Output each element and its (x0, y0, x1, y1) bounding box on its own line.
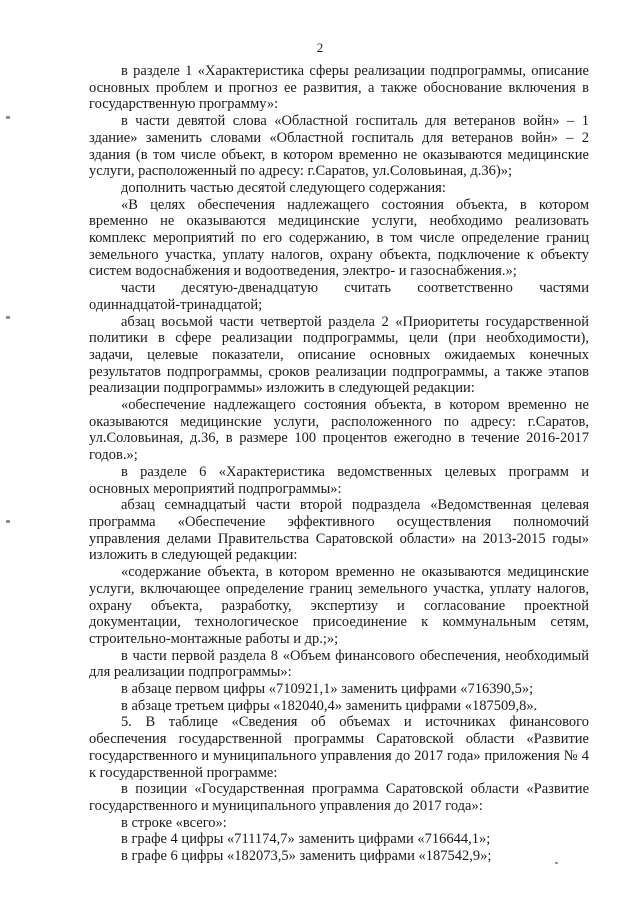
paragraph: в графе 6 цифры «182073,5» заменить цифрами «187542,9»; (121, 848, 492, 865)
page-number: 2 (316, 40, 324, 55)
document-body (89, 63, 589, 865)
paragraph: «содержание объекта, в котором временно не оказываются медицинские услуги, включающее определение границ земельного участка, уплату налогов, охрану объекта, разработку, экспертизу и согласование проектной документации, технологическое присоединение к коммунальным сетям, строительно-монтажные работы и др.;»; (89, 564, 589, 647)
paragraph: части десятую-двенадцатую считать соответственно частями одиннадцатой-тринадцатой; (89, 280, 589, 313)
scan-artifact (6, 520, 10, 523)
paragraph: в разделе 6 «Характеристика ведомственных целевых программ и основных мероприятий подпрограммы»: (89, 463, 589, 497)
scan-artifact (6, 316, 10, 319)
paragraph: в абзаце третьем цифры «182040,4» заменить цифрами «187509,8». (121, 697, 538, 714)
paragraph: абзац восьмой части четвертой раздела 2 «Приоритеты государственной политики в сфере реализации подпрограммы, цели (при необходимости), задачи, целевые показатели, описание основных ожидаемых конечных результатов подпрограммы, сроков реализации подпрограммы, а также этапов реализации подпрограммы» изложить в следующей редакции: (89, 313, 589, 397)
paragraph: в части девятой слова «Областной госпиталь для ветеранов войн» – 1 здание» заменить словами «Областной госпиталь для ветеранов войн» – 2 здания (в том числе объект, в котором временно не оказываются медицинские услуги, расположенный по адресу: г.Саратов, ул.Соловьиная, д.36)»; (89, 113, 589, 180)
paragraph: абзац семнадцатый части второй подраздела «Ведомственная целевая программа «Обеспечение эффективного осуществления полномочий управления делами Правительства Саратовской области» на 2013-2015 годы» изложить в следующей редакции: (89, 497, 589, 564)
paragraph: дополнить частью десятой следующего содержания: (121, 179, 446, 196)
paragraph: в разделе 1 «Характеристика сферы реализации подпрограммы, описание основных проблем и прогноз ее развития, а также обоснование включения в государственную программу»: (89, 63, 589, 113)
paragraph: в позиции «Государственная программа Саратовской области «Развитие государственного и муниципального управления до 2017 года»: (89, 781, 589, 814)
paragraph: «В целях обеспечения надлежащего состояния объекта, в котором временно не оказываются медицинские услуги, необходимо реализовать комплекс мероприятий по его содержанию, в том числе определение границ земельного участка, уплату налогов, охрану объекта, подключение к объекту систем водоснабжения и водоотведения, электро- и газоснабжения.»; (89, 196, 589, 280)
paragraph: в абзаце первом цифры «710921,1» заменить цифрами «716390,5»; (121, 681, 534, 698)
paragraph: «обеспечение надлежащего состояния объекта, в котором временно не оказываются медицинские услуги, расположенного по адресу: г.Саратов, ул.Соловьиная, д.36, в размере 100 процентов ежегодно в течение 2016-2017 годов.»; (89, 397, 589, 464)
paragraph: 5. В таблице «Сведения об объемах и источниках финансового обеспечения государственной программы Саратовской области «Развитие государственного и муниципального управления до 2017 года» приложения № 4 к государственной программе: (89, 714, 589, 781)
paragraph: в строке «всего»: (121, 814, 227, 831)
paragraph: в части первой раздела 8 «Объем финансового обеспечения, необходимый для реализации подпрограммы»: (89, 647, 589, 681)
paragraph: в графе 4 цифры «711174,7» заменить цифрами «716644,1»; (121, 831, 491, 848)
scan-artifact (6, 116, 10, 119)
